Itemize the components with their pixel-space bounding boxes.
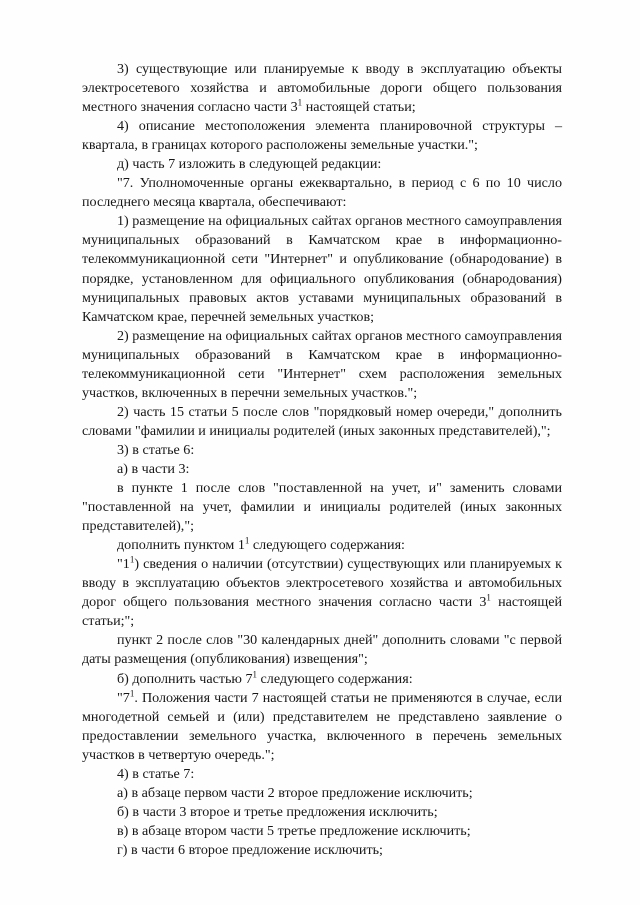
paragraph: д) часть 7 изложить в следующей редакции: bbox=[117, 156, 382, 173]
paragraph: 4) описание местоположения элемента планировочной структуры – квартала, в границах которого расположены земельные участки."; bbox=[82, 118, 562, 154]
paragraph: г) в части 6 второе предложение исключить; bbox=[117, 841, 383, 858]
paragraph: "$1^1$) сведения о наличии (отсутствии) существующих или планируемых к вводу в эксплуатацию объектов электросетевого хозяйства и автомобильных дорог общего пользования местного значения согласно части $3^1$ настоящей статьи;"; bbox=[82, 554, 563, 630]
paragraph: 3) в статье 6: bbox=[117, 441, 195, 458]
paragraph: "7. Уполномоченные органы ежеквартально, в период с 6 по 10 число последнего месяца квартала, обеспечивают: bbox=[82, 175, 562, 211]
text-with-sup: ) сведения о наличии (отсутствии) существующих или планируемых к вводу в эксплуатацию объектов электросетевого хозяйства и автомобильных дорог общего пользования местного значения согласно части $3^1$ настоящей статьи;"; bbox=[82, 556, 563, 630]
paragraph: 3) существующие или планируемые к вводу в эксплуатацию объекты электросетевого хозяйства и автомобильные дороги общего пользования местного значения согласно части $3^1$ настоящей статьи; bbox=[82, 61, 562, 116]
paragraph: б) дополнить частью $7^1$ следующего содержания: bbox=[117, 668, 413, 687]
paragraph: а) в абзаце первом части 2 второе предложение исключить; bbox=[117, 784, 473, 801]
paragraph: пункт 2 после слов "30 календарных дней" дополнить словами "с первой даты размещения (опубликования) извещения"; bbox=[82, 632, 562, 668]
paragraph: б) в части 3 второе и третье предложения исключить; bbox=[117, 803, 438, 820]
paragraph: а) в части 3: bbox=[117, 460, 190, 477]
paragraph: 4) в статье 7: bbox=[117, 765, 195, 782]
paragraph: 2) размещение на официальных сайтах органов местного самоуправления муниципальных образований в Камчатском крае в информационно-телекоммуникационной сети "Интернет" схем расположения земельных участков, включенных в перечни земельных участков."; bbox=[82, 327, 562, 401]
paragraph: "$7^1$. Положения части 7 настоящей статьи не применяются в случае, если многодетной семьей и (или) представителем не представлено заявление о предоставлении земельного участка, включенного в перечень земельных участков в четвертую очередь."; bbox=[82, 687, 562, 763]
paragraph: 1) размещение на официальных сайтах органов местного самоуправления муниципальных образований в Камчатском крае в информационно-телекоммуникационной сети "Интернет" и опубликование (обнародование) в порядке, установленном для официального опубликования (обнародования) муниципальных правовых актов уставами муниципальных образований в Камчатском крае, перечней земельных участков; bbox=[82, 213, 562, 325]
paragraph: дополнить пунктом $1^1$ следующего содержания: bbox=[117, 535, 405, 554]
paragraph: в пункте 1 после слов "поставленной на учет, и" заменить словами "поставленной на учет, фамилии и инициалы родителей (иных законных представителей),"; bbox=[82, 480, 562, 535]
paragraph: в) в абзаце втором части 5 третье предложение исключить; bbox=[117, 822, 471, 839]
paragraph: 2) часть 15 статьи 5 после слов "порядковый номер очереди," дополнить словами "фамилии и инициалы родителей (иных законных представителей),"; bbox=[82, 403, 562, 439]
